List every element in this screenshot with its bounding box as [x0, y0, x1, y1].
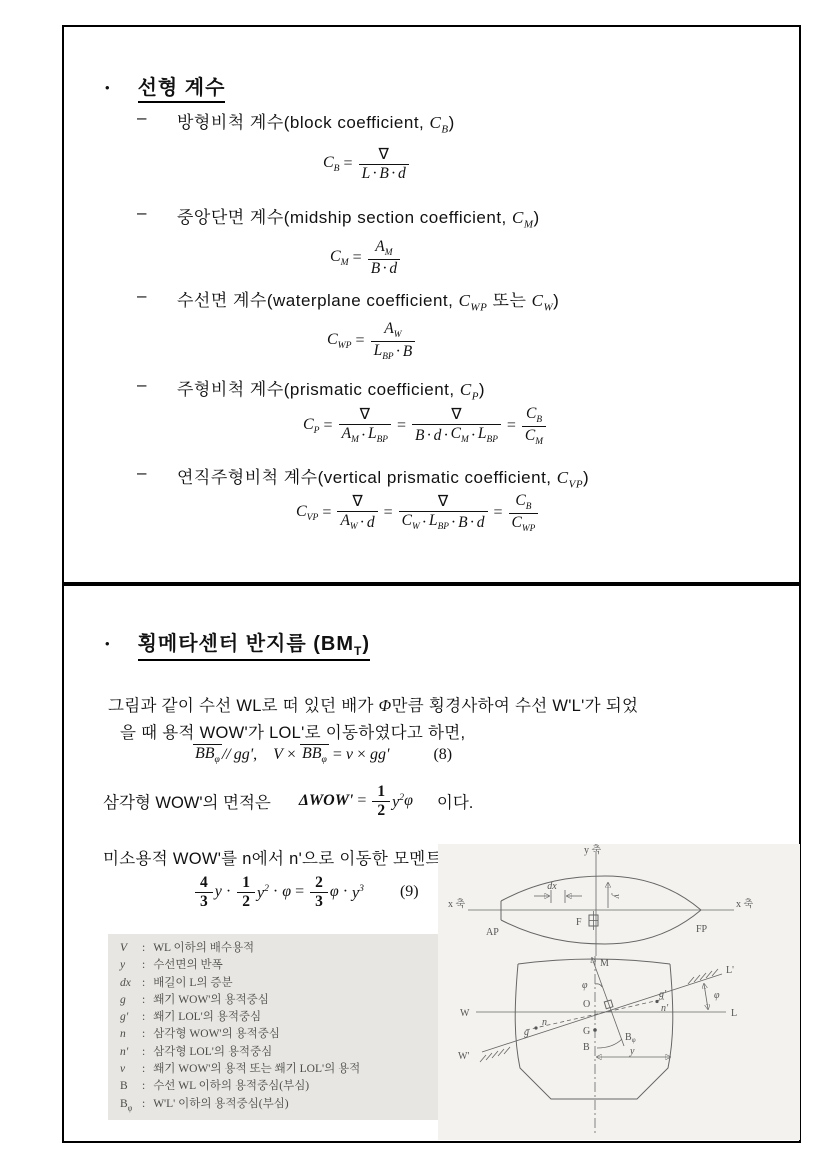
f-label: F: [576, 917, 582, 928]
waterplane-plan-view: [448, 844, 754, 956]
dash-icon: –: [137, 108, 147, 127]
dx-label: dx: [547, 881, 557, 892]
legend-colon: :: [142, 1063, 146, 1076]
moment-text: 미소용적 WOW'를 n에서 n'으로 이동한 모멘트는: [103, 850, 458, 868]
legend-description: 배길이 L의 증분: [153, 976, 233, 989]
midship-symbol-icon: [589, 911, 598, 930]
legend-description: 쐐기 LOL'의 용적중심: [153, 1011, 262, 1024]
formula-cwp: $C_{WP}$ = $A_W$ $L_{BP}$ · B: [327, 320, 417, 363]
legend-description: W'L' 이하의 용적중심(부심): [153, 1097, 289, 1110]
n-label: n: [542, 1017, 547, 1028]
legend-row: [120, 975, 440, 992]
legend-row: [120, 1096, 440, 1117]
y-axis-label: y 축: [584, 845, 602, 856]
legend-description: 수선 WL 이하의 용적중심(부심): [153, 1080, 310, 1093]
dash-icon: –: [137, 203, 147, 222]
legend-colon: :: [142, 1045, 146, 1058]
y-halfbreadth-label: y: [611, 894, 622, 899]
legend-symbol: g': [120, 1011, 129, 1024]
legend-symbol: V: [120, 942, 128, 954]
equation-9: $\frac{4}{3}$ y · $\frac{1}{2}$ $y^2$ · φ = $\frac{2}{3}$ φ · $y^3$ (9): [193, 874, 419, 911]
formula-cvp: $C_{VP}$ = ∇ $A_W$ · d = ∇ $C_W$ · $L_{BP}$ · B · d = $\frac{C_B}{C_{WP}}$: [296, 492, 540, 535]
paragraph-line-2: 을 때 용적 WOW'가 LOL'로 이동하였다고 하면,: [120, 724, 466, 742]
legend-row: [120, 957, 440, 974]
w-prime-label: W': [458, 1051, 470, 1062]
dash-icon: –: [137, 375, 147, 394]
legend-row: [120, 1044, 440, 1061]
b-label: B: [583, 1042, 590, 1053]
triangle-area-row: 삼각형 WOW'의 면적은 ΔWOW' = $\frac{1}{2}$ $y^2$ φ 이다.: [103, 783, 474, 819]
legend-colon: :: [142, 942, 146, 954]
legend-description: 삼각형 WOW'의 용적중심: [153, 1028, 280, 1041]
legend-row: [120, 992, 440, 1009]
metacenter-diagram: [438, 844, 800, 1140]
legend-symbol: B: [120, 1080, 128, 1093]
g-prime-label: g': [659, 989, 667, 1000]
formula-cb: $C_B$ = ∇ L · B · d: [323, 146, 411, 183]
legend-description: 쐐기 WOW'의 용적 또는 쐐기 LOL'의 용적: [153, 1063, 361, 1076]
slide1-title: 선형 계수: [138, 71, 226, 103]
bullet-icon: •: [105, 636, 110, 651]
legend-description: 수선면의 반폭: [153, 959, 223, 972]
n-prime-label: n': [661, 1003, 669, 1014]
phi-top-label: φ: [582, 980, 588, 991]
y-dimension-label: y: [630, 1046, 635, 1057]
legend-row: [120, 940, 440, 957]
legend-symbol: v: [120, 1063, 126, 1076]
legend-description: 쐐기 WOW'의 용적중심: [153, 993, 269, 1006]
m-label: M: [600, 958, 609, 969]
b-phi-label: $B_\varphi$: [625, 1032, 636, 1044]
bullet-icon: •: [105, 80, 110, 95]
midship-section-view: [458, 956, 737, 1134]
legend-colon: :: [142, 959, 146, 972]
ap-label: AP: [486, 927, 499, 938]
legend-symbol: n': [120, 1045, 129, 1058]
legend-colon: :: [142, 1011, 146, 1024]
phi-right-label: φ: [714, 990, 720, 1001]
legend-description: WL 이하의 배수용적: [153, 942, 255, 954]
phi-symbol: Φ: [378, 696, 392, 715]
legend-symbol: $B_\varphi$: [120, 1097, 133, 1112]
o-label: O: [583, 999, 591, 1010]
legend-colon: :: [142, 1080, 146, 1093]
legend-row: [120, 1026, 440, 1043]
x-axis-left-label: x 축: [448, 899, 466, 910]
variable-list: [108, 934, 448, 1120]
legend-symbol: dx: [120, 976, 131, 989]
l-label: L: [731, 1008, 738, 1019]
legend-colon: :: [142, 1028, 146, 1041]
dash-icon: –: [137, 286, 147, 305]
legend-row: [120, 1009, 440, 1026]
legend-colon: :: [142, 976, 146, 989]
equation-area: ΔWOW' = $\frac{1}{2}$ $y^2$ φ: [298, 783, 413, 819]
formula-cp: $C_P$ = ∇ $A_M$ · $L_{BP}$ = ∇ B · d · $C_M$ · $L_{BP}$ = $\frac{C_B}{C_M}$: [303, 405, 548, 448]
x-axis-right-label: x 축: [736, 899, 754, 910]
legend-description: 삼각형 LOL'의 용적중심: [153, 1045, 273, 1058]
equation-8: $BB_\varphi$ // gg' , V × $BB_\varphi$ = v × gg' (8): [195, 745, 453, 766]
legend-row: [120, 1078, 440, 1095]
formula-cm: $C_M$ = $A_M$ B · d: [330, 238, 402, 278]
dash-icon: –: [137, 463, 147, 482]
legend-row: [120, 1061, 440, 1078]
g-label: g: [524, 1027, 529, 1038]
gg-label: G: [583, 1026, 591, 1037]
legend-symbol: n: [120, 1028, 126, 1041]
legend-colon: :: [142, 993, 146, 1006]
legend-symbol: g: [120, 993, 126, 1006]
l-prime-label: L': [726, 965, 734, 976]
paragraph-line-1: 그림과 같이 수선 WL로 떠 있던 배가 Φ만큼 횡경사하여 수선 W'L'가 되었: [108, 696, 639, 715]
slide-2: [62, 584, 801, 1143]
slide2-title: 횡메타센터 반지름 $(BM_T)$: [138, 627, 370, 661]
slide-1: • 선형 계수 – 방형비척 계수(block coefficient, $C_B$) $C_B$ = ∇ L · B · d – 중앙단면 계수(midship section coefficient, $C_M$) $C_M$ = $A_M$ B · d – 수선면 계수(waterplane coefficient, $C_{WP}$ 또는 $C_W$) $C_{WP}$ = $A_W$ $L_{BP}$ · B – 주형비척 계수(prismatic coefficient, $C_P$) $C_P$ = ∇ $A_M$ · $L_{BP}$ = ∇ B · d · $C_M$ · $L_{BP}$ = $\frac{C_B}{C_M}$ – 연직주형비척 계수(vertical prismatic coefficient, $C_{VP}$) $C_{VP}$ = ∇ $A_W$ · d = ∇ $C_W$ · $L_{BP}$ · B · d = $\frac{C_B}{C_{WP}}$: [62, 25, 801, 584]
legend-colon: :: [142, 1097, 146, 1110]
legend-symbol: y: [120, 959, 126, 972]
w-label: W: [460, 1008, 470, 1019]
fp-label: FP: [696, 924, 708, 935]
